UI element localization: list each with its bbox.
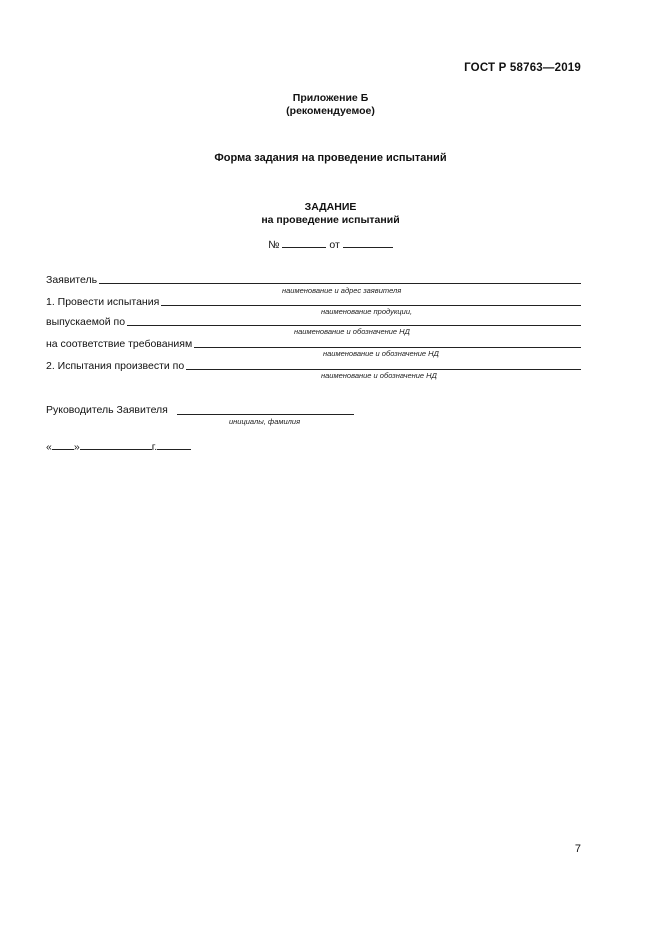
appendix-title: Приложение Б	[292, 92, 369, 104]
test-basis-field[interactable]	[186, 359, 581, 370]
signature-field[interactable]	[177, 404, 354, 415]
test-basis-row	[46, 358, 581, 372]
requirements-row	[46, 336, 581, 350]
produced-by-hint: наименование и обозначение НД	[294, 327, 410, 336]
year-blank[interactable]	[157, 439, 191, 450]
appendix-note: (рекомендуемое)	[286, 105, 375, 117]
year-suffix: г.	[151, 441, 158, 453]
standard-code: ГОСТ Р 58763—2019	[464, 62, 581, 74]
task-title: ЗАДАНИЕ	[304, 201, 357, 213]
close-quote: »	[73, 441, 80, 453]
requirements-hint: наименование и обозначение НД	[323, 349, 439, 358]
date-line	[46, 439, 191, 453]
produced-by-label: выпускаемой по	[46, 316, 126, 328]
signature-label: Руководитель Заявителя	[46, 404, 168, 416]
date-blank[interactable]	[343, 237, 393, 248]
produced-by-field[interactable]	[127, 315, 581, 326]
produced-by-row	[46, 314, 581, 328]
applicant-row	[46, 272, 581, 286]
test-product-field[interactable]	[161, 295, 581, 306]
test-product-row	[46, 294, 581, 308]
number-blank[interactable]	[282, 237, 326, 248]
test-product-label: 1. Провести испытания	[46, 296, 160, 308]
from-label: от	[329, 239, 340, 251]
open-quote: «	[46, 441, 52, 453]
number-sign: №	[268, 239, 280, 251]
page-number: 7	[574, 843, 581, 855]
test-basis-label: 2. Испытания произвести по	[46, 360, 185, 372]
day-blank[interactable]	[52, 439, 74, 450]
task-number-line	[0, 237, 661, 251]
test-product-hint: наименование продукции,	[321, 307, 413, 316]
test-basis-hint: наименование и обозначение НД	[321, 371, 437, 380]
applicant-hint: наименование и адрес заявителя	[282, 286, 402, 295]
applicant-field[interactable]	[99, 273, 581, 284]
form-title: Форма задания на проведение испытаний	[214, 152, 447, 164]
task-subtitle: на проведение испытаний	[261, 214, 400, 226]
requirements-field[interactable]	[194, 337, 581, 348]
requirements-label: на соответствие требованиям	[46, 338, 193, 350]
applicant-label: Заявитель	[46, 274, 98, 286]
month-blank[interactable]	[80, 439, 152, 450]
signature-hint: инициалы, фамилия	[229, 417, 301, 426]
